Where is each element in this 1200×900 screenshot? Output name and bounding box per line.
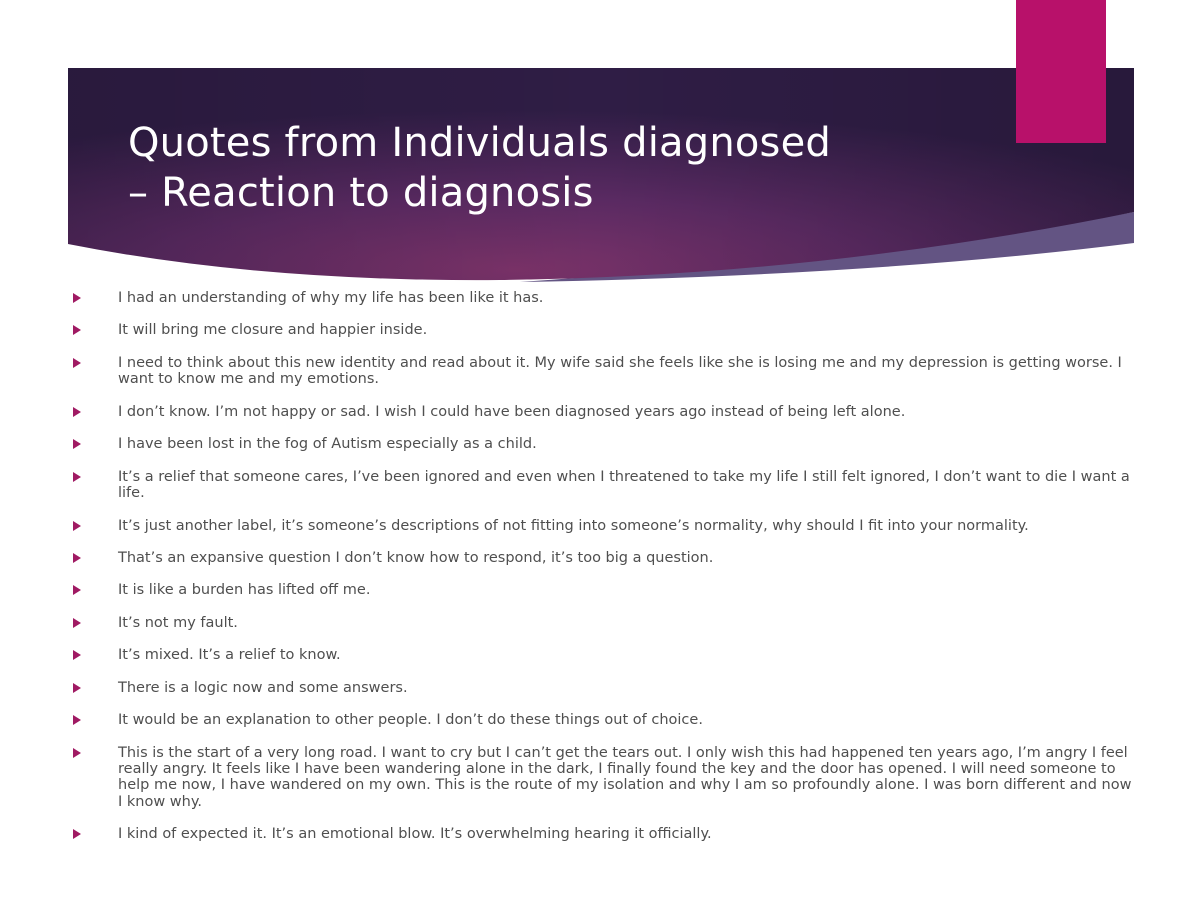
slide-title-line-2: – Reaction to diagnosis — [128, 170, 594, 216]
list-item — [70, 518, 1140, 534]
triangle-right-icon — [73, 585, 81, 595]
triangle-right-icon — [73, 829, 81, 839]
triangle-right-icon — [73, 521, 81, 531]
triangle-right-icon — [73, 325, 81, 335]
list-item-text: It’s not my fault. — [118, 614, 238, 631]
triangle-right-icon — [73, 650, 81, 660]
triangle-right-icon — [73, 553, 81, 563]
triangle-right-icon — [73, 358, 81, 368]
list-item-text: It will bring me closure and happier inside. — [118, 322, 428, 339]
list-item — [70, 647, 1140, 663]
slide-title-line-1: Quotes from Individuals diagnosed — [128, 120, 831, 166]
list-item-text: It’s mixed. It’s a relief to know. — [118, 647, 341, 664]
list-item-text: I have been lost in the fog of Autism especially as a child. — [118, 436, 537, 453]
triangle-right-icon — [73, 472, 81, 482]
list-item — [70, 322, 1140, 338]
triangle-right-icon — [73, 407, 81, 417]
list-item — [70, 404, 1140, 420]
list-item — [70, 290, 1140, 306]
list-item-text: It’s a relief that someone cares, I’ve been ignored and even when I threatened to take my life I still felt ignored, I don’t want to die I want a life. — [118, 468, 1130, 502]
list-item — [70, 550, 1140, 566]
list-item — [70, 355, 1140, 388]
triangle-right-icon — [73, 715, 81, 725]
triangle-right-icon — [73, 293, 81, 303]
list-item — [70, 469, 1140, 502]
list-item — [70, 745, 1140, 810]
list-item — [70, 582, 1140, 598]
slide-title — [128, 118, 988, 218]
list-item-text: It would be an explanation to other people. I don’t do these things out of choice. — [118, 712, 703, 729]
list-item-text: I had an understanding of why my life has been like it has. — [118, 290, 544, 306]
list-item — [70, 826, 1140, 842]
triangle-right-icon — [73, 618, 81, 628]
list-item-text: I don’t know. I’m not happy or sad. I wish I could have been diagnosed years ago instead of being left alone. — [118, 403, 906, 420]
triangle-right-icon — [73, 748, 81, 758]
list-item — [70, 615, 1140, 631]
list-item — [70, 436, 1140, 452]
list-item-text: That’s an expansive question I don’t know how to respond, it’s too big a question. — [118, 549, 714, 566]
list-item-text: I need to think about this new identity and read about it. My wife said she feels like she is losing me and my depression is getting worse. I want to know me and my emotions. — [118, 354, 1122, 388]
list-item-text: It’s just another label, it’s someone’s descriptions of not fitting into someone’s normality, why should I fit into your normality. — [118, 517, 1029, 534]
quote-list — [70, 290, 1140, 859]
triangle-right-icon — [73, 683, 81, 693]
triangle-right-icon — [73, 439, 81, 449]
list-item-text: I kind of expected it. It’s an emotional blow. It’s overwhelming hearing it officially. — [118, 826, 712, 843]
list-item-text: It is like a burden has lifted off me. — [118, 582, 371, 599]
list-item — [70, 712, 1140, 728]
list-item-text: This is the start of a very long road. I want to cry but I can’t get the tears out. I only wish this had happened ten years ago, I’m angry I feel really angry. It feels like I have been wandering alone in the dark, I finally found the key and the door has opened. I will need someone to help me now, I have wandered on my own. This is the route of my isolation and why I am so profoundly alone. I was born different and now I know why. — [118, 744, 1132, 810]
list-item-text: There is a logic now and some answers. — [118, 679, 408, 696]
list-item — [70, 680, 1140, 696]
accent-tab — [1016, 0, 1106, 143]
